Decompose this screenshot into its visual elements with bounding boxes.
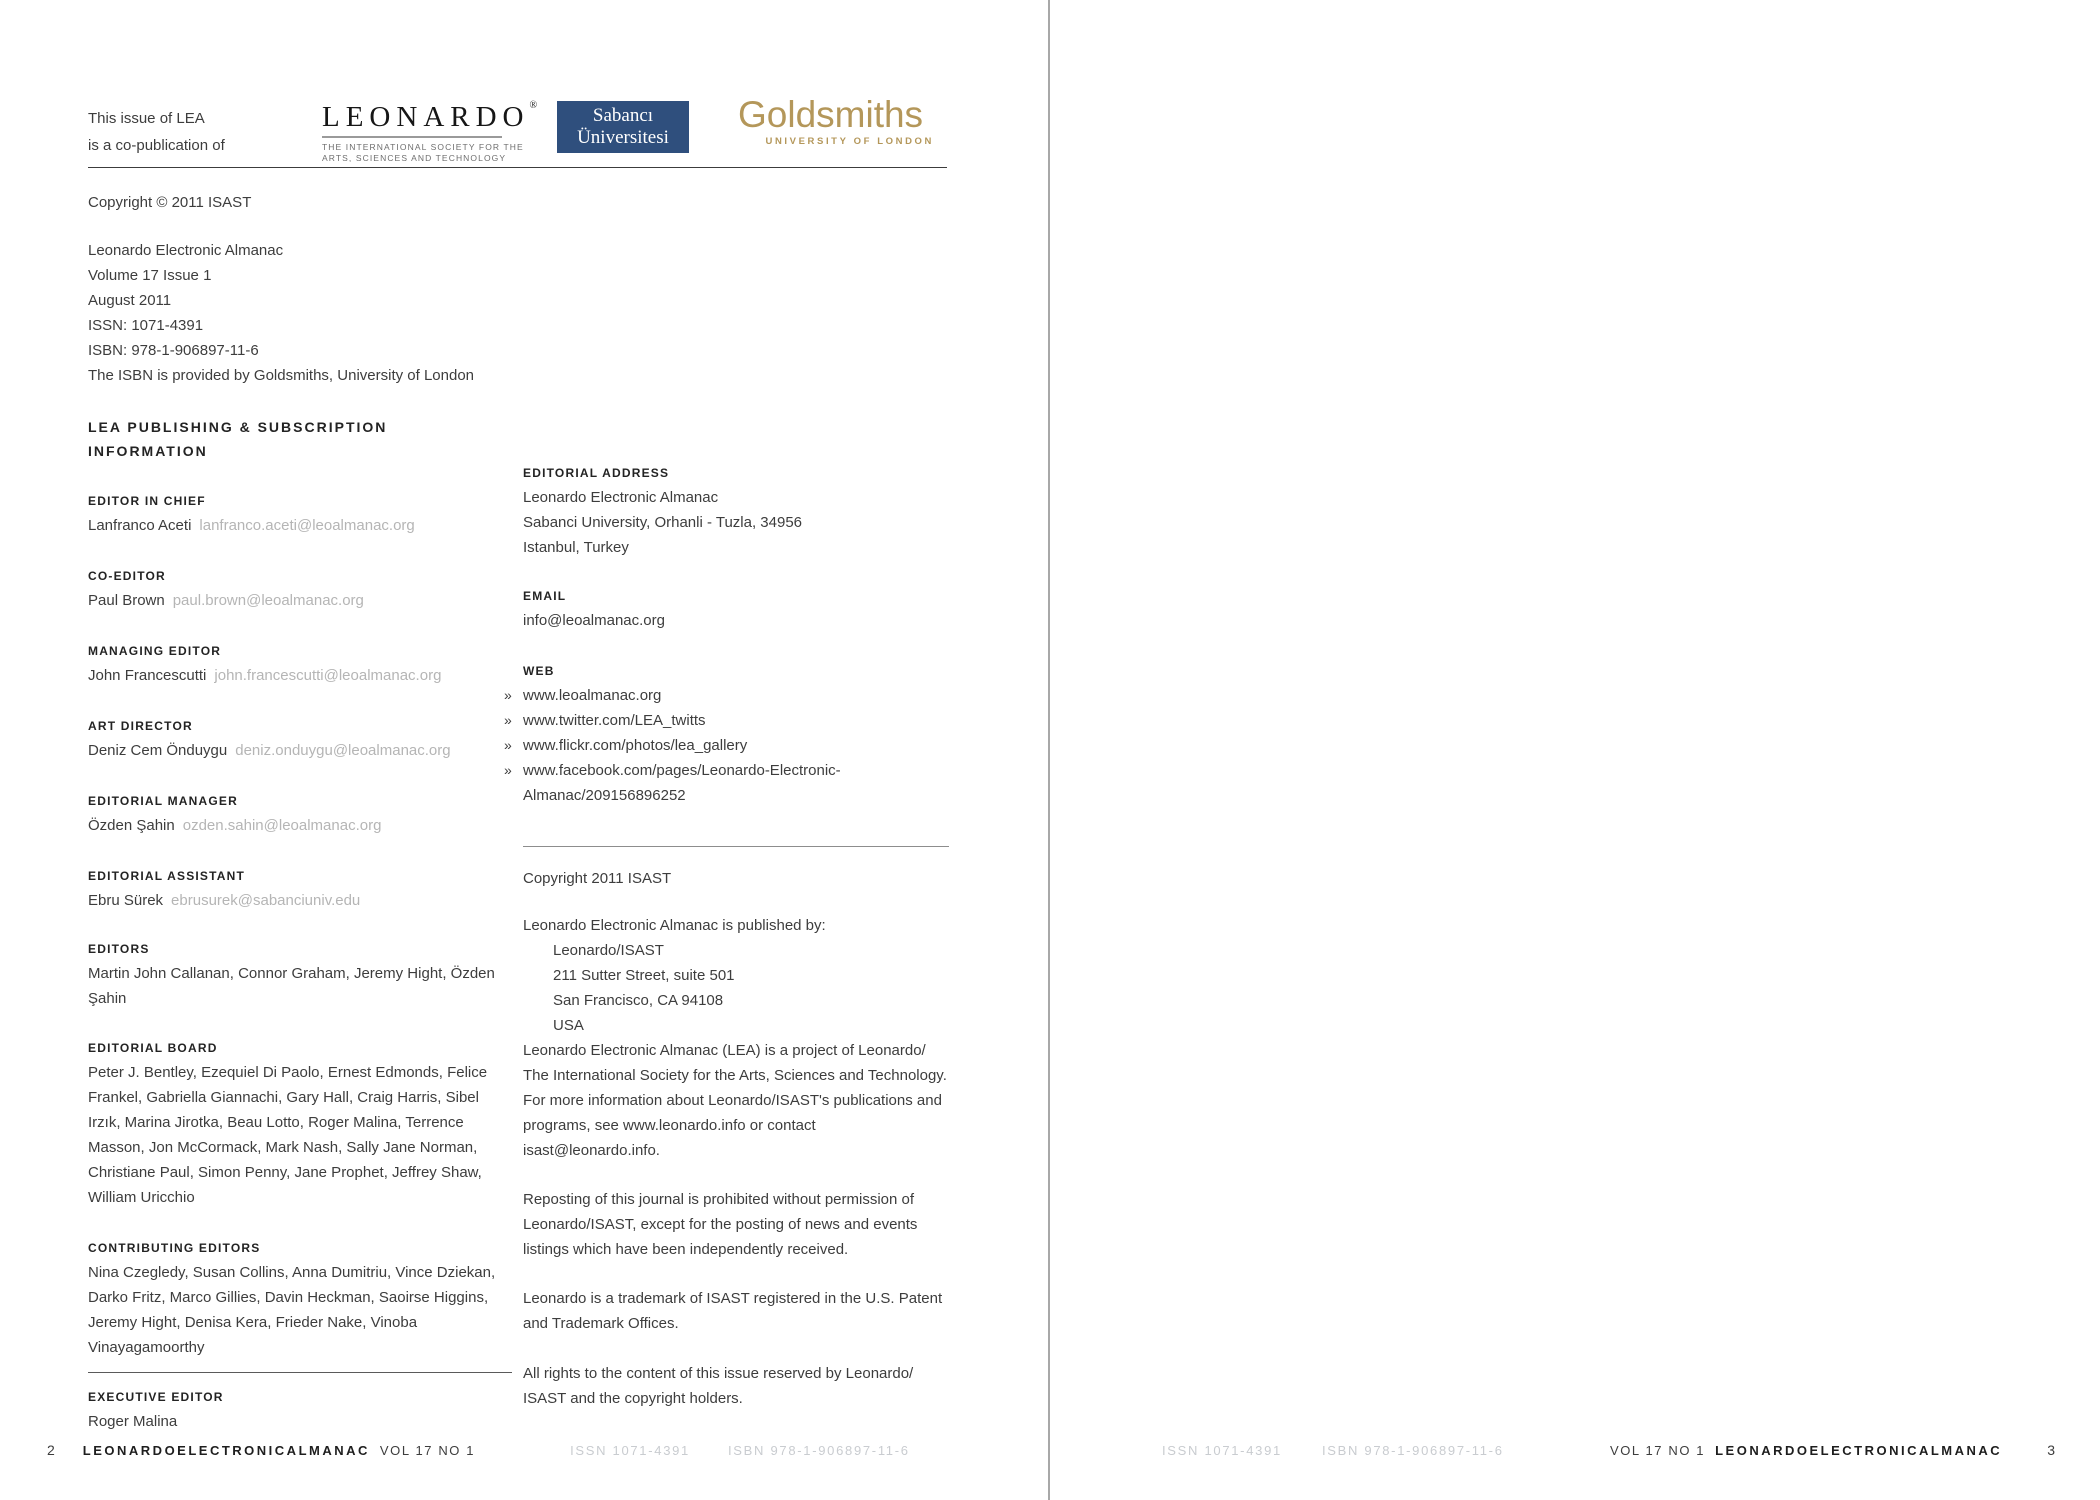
header-divider-rule [88, 167, 947, 168]
editors-names: Martin John Callanan, Connor Graham, Jeremy Hight, Özden Şahin [88, 965, 495, 1007]
double-chevron-bullet-icon: » [504, 687, 512, 703]
trademark-paragraph: Leonardo is a trademark of ISAST registered in the U.S. Patent and Trademark Offices. [523, 1290, 943, 1332]
volume-label: VOL 17 NO 1 [379, 1443, 476, 1458]
double-chevron-bullet-icon: » [504, 712, 512, 728]
co-publication-line2: is a co-publication of [88, 137, 225, 154]
page-number: 3 [2047, 1442, 2055, 1458]
publisher-line: USA [553, 1017, 584, 1034]
issn-label: ISSN 1071-4391 [570, 1443, 690, 1458]
email-address[interactable]: info@leoalmanac.org [523, 612, 665, 629]
address-line: Sabanci University, Orhanli - Tuzla, 34956 [523, 514, 803, 531]
web-link-item[interactable] [504, 758, 949, 808]
email-block [523, 584, 949, 633]
editorial-board-names: Peter J. Bentley, Ezequiel Di Paolo, Ernest Edmonds, Felice Frankel, Gabriella Giannachi, Gary Hall, Craig Harris, Sibel Irzık, Marina Jirotka, Beau Lotto, Roger Malina, Terrence Masson, Jon McCormack, Mark Nash, Sally Jane Norman, Christiane Paul, Simon Penny, Jane Prophet, Jeffrey Shaw, William Uricchio [88, 1064, 488, 1206]
leonardo-tagline-line2: ARTS, SCIENCES AND TECHNOLOGY [322, 153, 507, 163]
group-role: CONTRIBUTING EDITORS [88, 1241, 261, 1255]
web-link-url[interactable]: www.leoalmanac.org [523, 687, 662, 704]
web-link-item[interactable] [504, 708, 949, 733]
sabanci-logo-line1: Sabancı [592, 105, 654, 126]
web-links-list [504, 683, 949, 808]
issue-info-line: August 2011 [88, 292, 172, 309]
page-left [0, 0, 1048, 1500]
reposting-paragraph: Reposting of this journal is prohibited without permission of Leonardo/ISAST, except for the posting of news and events listings which have been independently received. [523, 1191, 918, 1258]
web-link-url[interactable]: www.twitter.com/LEA_twitts [523, 712, 706, 729]
staff-email[interactable]: ozden.sahin@leoalmanac.org [182, 817, 382, 834]
staff-block-co-editor [88, 564, 512, 613]
contributing-editors-names: Nina Czegledy, Susan Collins, Anna Dumitriu, Vince Dziekan, Darko Fritz, Marco Gillies, Davin Heckman, Saoirse Higgins, Jeremy Hight, Denisa Kera, Frieder Nake, Vinoba Vinayagamoorthy [88, 1264, 496, 1356]
staff-email[interactable]: deniz.onduygu@leoalmanac.org [235, 742, 451, 759]
footer-right-page [1162, 1442, 2055, 1459]
editorial-board-block [88, 1036, 512, 1210]
staff-name: Paul Brown [88, 592, 165, 609]
issue-info-line: Volume 17 Issue 1 [88, 267, 212, 284]
issue-info-block [88, 238, 512, 388]
goldsmiths-logo [738, 95, 934, 147]
journal-title: LEONARDOELECTRONICALMANAC [1715, 1443, 2003, 1458]
published-by-intro: Leonardo Electronic Almanac is published by: [523, 917, 826, 934]
lea-project-paragraph: Leonardo Electronic Almanac (LEA) is a project of Leonardo/ The International Society for the Arts, Sciences and Technology. For more information about Leonardo/ISAST's publications and programs, see www.leonardo.info or contact isast@leonardo.info. [523, 1042, 947, 1159]
executive-editor-divider-rule [88, 1372, 512, 1373]
co-publication-note [88, 105, 225, 159]
goldsmiths-wordmark: Goldsmiths [738, 94, 924, 135]
published-by-block [523, 913, 949, 1038]
staff-block-editorial-assistant [88, 864, 512, 913]
staff-email[interactable]: lanfranco.aceti@leoalmanac.org [199, 517, 415, 534]
publisher-line: 211 Sutter Street, suite 501 [553, 967, 735, 984]
staff-block-editor-in-chief [88, 489, 512, 538]
left-column [88, 183, 512, 1434]
group-role: EXECUTIVE EDITOR [88, 1390, 224, 1404]
web-link-url[interactable]: www.facebook.com/pages/Leonardo-Electronic-Almanac/209156896252 [523, 762, 841, 804]
issue-info-line: The ISBN is provided by Goldsmiths, University of London [88, 367, 475, 384]
publisher-line: Leonardo/ISAST [553, 942, 664, 959]
copyright-line: Copyright © 2011 ISAST [88, 194, 252, 211]
leonardo-wordmark [322, 100, 538, 134]
staff-role: EDITORIAL MANAGER [88, 794, 238, 808]
issn-label: ISSN 1071-4391 [1162, 1443, 1282, 1458]
sabanci-logo-line2: Üniversitesi [577, 127, 669, 148]
sabanci-university-logo [557, 101, 689, 153]
staff-role: ART DIRECTOR [88, 719, 193, 733]
copyright-divider-rule [523, 846, 949, 847]
rights-paragraph: All rights to the content of this issue reserved by Leonardo/ ISAST and the copyright holders. [523, 1365, 914, 1407]
staff-block-art-director [88, 714, 512, 763]
leonardo-tagline-line1: THE INTERNATIONAL SOCIETY FOR THE [322, 142, 524, 152]
staff-email[interactable]: ebrusurek@sabanciuniv.edu [171, 892, 361, 909]
leonardo-logo [322, 100, 538, 164]
section-heading: LEA PUBLISHING & SUBSCRIPTION INFORMATION [88, 419, 388, 459]
staff-name: John Francescutti [88, 667, 207, 684]
editorial-address-block [523, 461, 949, 560]
issue-info-line: Leonardo Electronic Almanac [88, 242, 284, 259]
staff-role: CO-EDITOR [88, 569, 166, 583]
staff-role: EDITOR IN CHIEF [88, 494, 206, 508]
staff-role: EDITORIAL ASSISTANT [88, 869, 246, 883]
double-chevron-bullet-icon: » [504, 737, 512, 753]
block-role: WEB [523, 664, 555, 678]
volume-label: VOL 17 NO 1 [1609, 1443, 1706, 1458]
staff-email[interactable]: paul.brown@leoalmanac.org [172, 592, 364, 609]
leonardo-wordmark-text: LEONARDO [322, 101, 530, 133]
right-column [504, 458, 949, 1411]
contributing-editors-block [88, 1236, 512, 1360]
staff-role: MANAGING EDITOR [88, 644, 222, 658]
issue-info-line: ISSN: 1071-4391 [88, 317, 204, 334]
double-chevron-bullet-icon: » [504, 762, 512, 778]
block-role: EDITORIAL ADDRESS [523, 466, 670, 480]
footer-left-page [47, 1442, 910, 1459]
registered-mark-icon: ® [529, 100, 538, 111]
block-role: EMAIL [523, 589, 567, 603]
group-role: EDITORS [88, 942, 150, 956]
staff-email[interactable]: john.francescutti@leoalmanac.org [214, 667, 442, 684]
executive-editor-name: Roger Malina [88, 1413, 178, 1430]
editors-block [88, 937, 512, 1011]
issue-info-line: ISBN: 978-1-906897-11-6 [88, 342, 259, 359]
web-link-item[interactable] [504, 683, 949, 708]
copyright-line-2: Copyright 2011 ISAST [523, 870, 672, 887]
page-right [1050, 0, 2100, 1500]
web-block [504, 659, 949, 808]
address-line: Leonardo Electronic Almanac [523, 489, 719, 506]
staff-name: Ebru Sürek [88, 892, 164, 909]
address-line: Istanbul, Turkey [523, 539, 629, 556]
isbn-label: ISBN 978-1-906897-11-6 [728, 1443, 910, 1458]
group-role: EDITORIAL BOARD [88, 1041, 218, 1055]
staff-block-managing-editor [88, 639, 512, 688]
leonardo-tagline [322, 142, 524, 164]
publisher-line: San Francisco, CA 94108 [553, 992, 724, 1009]
executive-editor-block [88, 1385, 512, 1434]
co-publication-line1: This issue of LEA [88, 110, 205, 127]
web-link-url[interactable]: www.flickr.com/photos/lea_gallery [523, 737, 748, 754]
page-divider [1048, 0, 1050, 1500]
isbn-label: ISBN 978-1-906897-11-6 [1321, 1443, 1504, 1458]
staff-name: Özden Şahin [88, 817, 175, 834]
editorial-address-lines [523, 485, 949, 560]
page-number: 2 [47, 1442, 55, 1458]
staff-name: Deniz Cem Önduygu [88, 742, 228, 759]
journal-title: LEONARDOELECTRONICALMANAC [82, 1443, 370, 1458]
leonardo-logo-rule [322, 136, 502, 138]
goldsmiths-tagline: UNIVERSITY OF LONDON [765, 136, 934, 147]
staff-name: Lanfranco Aceti [88, 517, 192, 534]
staff-block-editorial-manager [88, 789, 512, 838]
web-link-item[interactable] [504, 733, 949, 758]
